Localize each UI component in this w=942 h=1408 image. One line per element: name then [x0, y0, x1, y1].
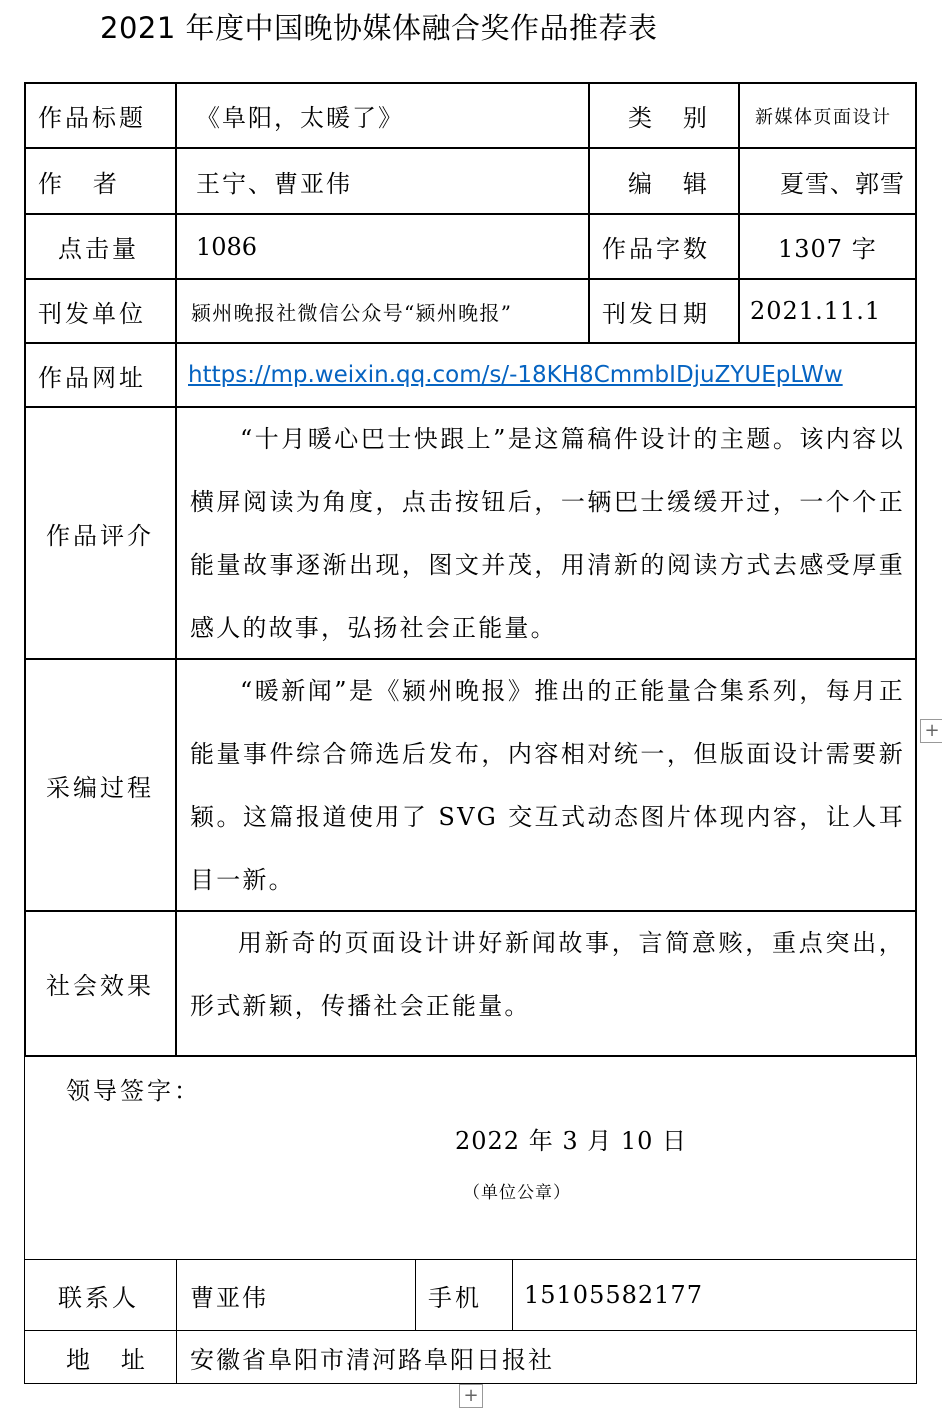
editor-label: 编 辑 [628, 169, 709, 198]
pubdate-value: 2021.11.1 [750, 297, 882, 325]
effect-label: 社会效果 [46, 972, 154, 1000]
category-value: 新媒体页面设计 [755, 106, 892, 128]
author-label: 作 者 [38, 169, 119, 198]
editor-value: 夏雪、郭雪 [780, 169, 905, 198]
clicks-label: 点击量 [58, 235, 139, 263]
url-label: 作品网址 [38, 363, 146, 392]
page-title: 2021 年度中国晚协媒体融合奖作品推荐表 [100, 11, 658, 45]
leader-signature-label: 领导签字： [66, 1076, 201, 1105]
pubdate-label: 刊发日期 [602, 299, 710, 328]
phone-label: 手机 [428, 1283, 482, 1312]
wordcount-label: 作品字数 [602, 235, 710, 263]
work-url-link[interactable]: https://mp.weixin.qq.com/s/-18KH8CmmbIDjuZYUEpLWw [188, 362, 843, 388]
publisher-label: 刊发单位 [38, 299, 146, 328]
author-value: 王宁、曹亚伟 [196, 169, 352, 198]
publisher-value: 颍州晚报社微信公众号“颍州晚报” [191, 300, 513, 325]
seal-note: （单位公章） [463, 1182, 571, 1203]
address-value: 安徽省阜阳市清河路阜阳日报社 [190, 1345, 554, 1374]
review-text: “十月暖心巴士快跟上”是这篇稿件设计的主题。该内容以横屏阅读为角度，点击按钮后，一辆巴士缓缓开过，一个个正能量故事逐渐出现，图文并茂，用清新的阅读方式去感受厚重感人的故事，弘扬社会正能量。 [190, 425, 905, 642]
work-title-value: 《阜阳，太暖了》 [196, 104, 404, 132]
review-label: 作品评介 [46, 521, 154, 550]
category-label: 类 别 [628, 104, 709, 132]
wordcount-value: 1307 字 [778, 235, 877, 263]
address-label: 地 址 [66, 1345, 147, 1374]
signature-date: 2022 年 3 月 10 日 [455, 1126, 688, 1155]
work-title-label: 作品标题 [38, 104, 146, 132]
add-row-button[interactable]: + [459, 1384, 483, 1408]
clicks-value: 1086 [196, 232, 258, 261]
add-column-button[interactable]: + [920, 719, 942, 743]
effect-text: 用新奇的页面设计讲好新闻故事，言简意赅，重点突出，形式新颖，传播社会正能量。 [190, 929, 905, 1020]
contact-value: 曹亚伟 [190, 1283, 268, 1312]
url-cell [188, 344, 843, 406]
contact-label: 联系人 [58, 1283, 139, 1312]
process-text: “暖新闻”是《颍州晚报》推出的正能量合集系列，每月正能量事件综合筛选后发布，内容相对统一，但版面设计需要新颖。这篇报道使用了 SVG 交互式动态图片体现内容，让人耳目一新。 [190, 677, 905, 894]
phone-value: 15105582177 [524, 1281, 703, 1309]
process-label: 采编过程 [46, 773, 154, 802]
